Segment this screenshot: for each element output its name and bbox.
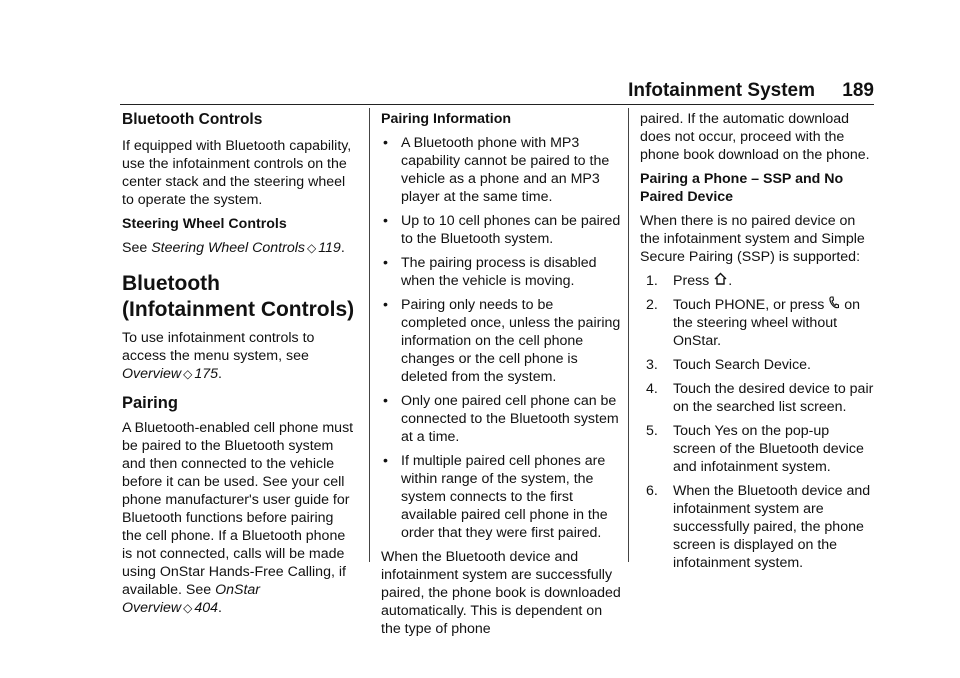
page-header (628, 80, 874, 102)
home-icon (714, 272, 727, 290)
step-text: Touch Search Device. (673, 357, 812, 373)
step-text: Touch the desired device to pair on the searched list screen. (673, 381, 874, 415)
subheading-ssp-pairing: Pairing a Phone – SSP and No Paired Device (640, 171, 844, 205)
step-number: 3. (646, 357, 658, 373)
list-item (640, 356, 875, 374)
heading-pairing: Pairing (122, 394, 178, 412)
paragraph-bluetooth-controls: If equipped with Bluetooth capability, use the infotainment controls on the center stack and the steering wheel to operate the system. (122, 138, 352, 208)
step-number: 4. (646, 381, 658, 397)
page-reference-arrow-icon: ◇ (183, 367, 193, 381)
paragraph-continued: paired. If the automatic download does not occur, proceed with the phone book download on the phone. (640, 111, 870, 163)
column-divider-2 (628, 108, 629, 562)
subheading-pairing-information: Pairing Information (381, 111, 512, 127)
page-ref-number[interactable]: 404 (194, 600, 219, 616)
column-3 (640, 110, 875, 578)
step-number: 1. (646, 273, 658, 289)
section-title: Infotainment System (628, 80, 816, 101)
heading-bluetooth-controls: Bluetooth Controls (122, 111, 263, 128)
page-reference-arrow-icon: ◇ (306, 241, 317, 255)
column-divider-1 (369, 108, 370, 562)
heading-bluetooth-infotainment-controls: Bluetooth (Infotainment Controls) (122, 272, 355, 321)
step-text: Touch Yes on the pop-up screen of the Bluetooth device and infotainment system. (673, 423, 864, 475)
list-item: • The pairing process is disabled when the vehicle is moving. (381, 254, 621, 290)
list-item (640, 296, 875, 350)
paragraph-suffix: . (218, 366, 222, 382)
paragraph-text: A Bluetooth-enabled cell phone must be paired to the Bluetooth system and then connected to the vehicle before it can be used. See your cell phone manufacturer's user guide for Bluetooth functions before pairing the cell phone. If a Bluetooth phone is not connected, calls will be made using OnStar Hands-Free Calling, if available. See (122, 420, 354, 598)
link-onstar-overview[interactable]: OnStar Overview (122, 582, 261, 616)
list-item: • If multiple paired cell phones are within range of the system, the system connects to the first available paired cell phone in the order that they were first paired. (381, 452, 621, 542)
see-suffix: . (340, 240, 345, 256)
page-reference-arrow-icon: ◇ (183, 601, 193, 615)
step-suffix: . (728, 273, 733, 289)
list-item (640, 482, 875, 572)
page-number: 189 (842, 80, 874, 101)
page-ref-number[interactable]: 175 (194, 366, 219, 382)
paragraph-pairing (122, 419, 357, 617)
step-number: 6. (646, 483, 658, 499)
step-text: When the Bluetooth device and infotainment system are successfully paired, the phone screen is displayed on the infotainment system. (673, 483, 871, 571)
subheading-steering-wheel-controls: Steering Wheel Controls (122, 216, 287, 232)
page-ref-number[interactable]: 119 (318, 240, 341, 256)
column-1 (122, 110, 357, 623)
ssp-steps-list (640, 272, 875, 572)
paragraph-phone-book: When the Bluetooth device and infotainment system are successfully paired, the phone book is downloaded automatically. This is dependent on the type of phone (381, 549, 621, 637)
list-item: • Pairing only needs to be completed once, unless the pairing information on the cell phone changes or the cell phone is deleted from the system. (381, 296, 621, 386)
paragraph-infotainment-controls (122, 329, 357, 383)
see-reference-paragraph (122, 239, 357, 257)
step-text: Touch PHONE, or press (673, 297, 829, 313)
link-overview[interactable]: Overview (122, 366, 182, 382)
step-text: Press (673, 273, 714, 289)
step-number: 5. (646, 423, 658, 439)
steering-wheel-phone-icon (829, 296, 839, 314)
step-number: 2. (646, 297, 658, 313)
list-item (640, 422, 875, 476)
list-item (640, 380, 875, 416)
step-suffix: on the steering wheel without OnStar. (673, 297, 861, 349)
list-item: • A Bluetooth phone with MP3 capability cannot be paired to the vehicle as a phone and an MP3 player at the same time. (381, 134, 621, 206)
paragraph-ssp-intro: When there is no paired device on the infotainment system and Simple Secure Pairing (SSP) is supported: (640, 213, 865, 265)
header-rule (120, 104, 874, 105)
list-item: • Only one paired cell phone can be connected to the Bluetooth system at a time. (381, 392, 621, 446)
paragraph-suffix: . (218, 600, 222, 616)
list-item: • Up to 10 cell phones can be paired to the Bluetooth system. (381, 212, 621, 248)
pairing-info-list (381, 134, 621, 542)
list-item (640, 272, 875, 290)
column-2 (381, 110, 621, 644)
see-prefix: See (122, 240, 152, 256)
paragraph-text: To use infotainment controls to access the menu system, see (122, 330, 315, 364)
link-steering-wheel-controls[interactable]: Steering Wheel Controls (151, 240, 305, 256)
